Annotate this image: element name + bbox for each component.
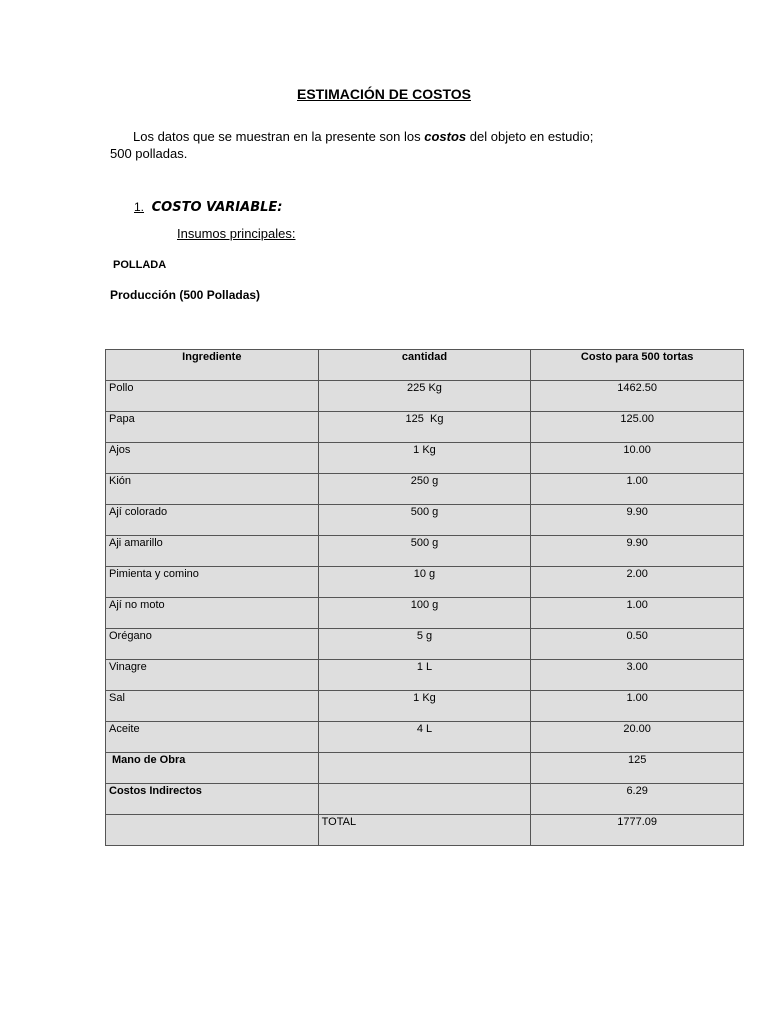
production-label: Producción (500 Polladas): [110, 288, 261, 302]
cell-indirect-cost: 6.29: [531, 784, 744, 815]
cell-total-empty: [106, 815, 319, 846]
cell-labor-cost: 125: [531, 753, 744, 784]
subsection-heading: Insumos principales:: [177, 226, 296, 241]
cell-ingredient: Ají colorado: [106, 505, 319, 536]
total-row: [106, 815, 744, 846]
cell-ingredient: Pollo: [106, 381, 319, 412]
cell-ingredient: Pimienta y comino: [106, 567, 319, 598]
section-heading: [134, 199, 282, 215]
table-row: [106, 505, 744, 536]
intro-line-2: 500 polladas.: [110, 146, 188, 161]
section-title: COSTO VARIABLE:: [151, 200, 283, 215]
header-ingredient: Ingrediente: [106, 350, 319, 381]
indirect-costs-row: [106, 784, 744, 815]
cell-cost: 0.50: [531, 629, 744, 660]
cost-table: [105, 349, 744, 846]
cell-indirect-quantity: [318, 784, 531, 815]
cell-ingredient: Orégano: [106, 629, 319, 660]
cell-ingredient: Sal: [106, 691, 319, 722]
intro-line-1: [110, 128, 670, 145]
intro-paragraph: [110, 128, 670, 162]
cell-quantity: 1 L: [318, 660, 531, 691]
cell-ingredient: Aceite: [106, 722, 319, 753]
document-title: ESTIMACIÓN DE COSTOS: [297, 86, 471, 102]
header-quantity: cantidad: [318, 350, 531, 381]
cell-quantity: 125 Kg: [318, 412, 531, 443]
intro-text-after: del objeto en estudio;: [466, 129, 594, 144]
table-row: [106, 691, 744, 722]
cell-quantity: 4 L: [318, 722, 531, 753]
cell-quantity: 250 g: [318, 474, 531, 505]
cell-total-cost: 1777.09: [531, 815, 744, 846]
cell-ingredient: Vinagre: [106, 660, 319, 691]
cell-cost: 1.00: [531, 691, 744, 722]
intro-text-before: Los datos que se muestran en la presente son los: [133, 129, 425, 144]
cell-quantity: 100 g: [318, 598, 531, 629]
cell-cost: 1462.50: [531, 381, 744, 412]
cell-cost: 3.00: [531, 660, 744, 691]
cell-quantity: 1 Kg: [318, 443, 531, 474]
cell-quantity: 10 g: [318, 567, 531, 598]
cell-quantity: 500 g: [318, 536, 531, 567]
cell-cost: 125.00: [531, 412, 744, 443]
cell-ingredient: Ajos: [106, 443, 319, 474]
table-header-row: [106, 350, 744, 381]
cell-total-label: TOTAL: [318, 815, 531, 846]
cell-cost: 1.00: [531, 598, 744, 629]
header-cost: Costo para 500 tortas: [531, 350, 744, 381]
table-row: [106, 629, 744, 660]
table-row: [106, 443, 744, 474]
cell-cost: 1.00: [531, 474, 744, 505]
cell-cost: 9.90: [531, 536, 744, 567]
cell-labor-quantity: [318, 753, 531, 784]
cell-ingredient: Kión: [106, 474, 319, 505]
table-row: [106, 598, 744, 629]
table-row: [106, 412, 744, 443]
cell-cost: 2.00: [531, 567, 744, 598]
cell-ingredient: Ají no moto: [106, 598, 319, 629]
table-row: [106, 722, 744, 753]
table-row: [106, 381, 744, 412]
cell-quantity: 500 g: [318, 505, 531, 536]
labor-row: [106, 753, 744, 784]
table-row: [106, 474, 744, 505]
cell-cost: 9.90: [531, 505, 744, 536]
cell-indirect-label: Costos Indirectos: [106, 784, 319, 815]
cell-ingredient: Aji amarillo: [106, 536, 319, 567]
cell-labor-label: Mano de Obra: [106, 753, 319, 784]
cell-quantity: 225 Kg: [318, 381, 531, 412]
section-number: 1.: [134, 200, 145, 214]
intro-emphasis: costos: [424, 129, 467, 144]
cell-cost: 10.00: [531, 443, 744, 474]
cell-quantity: 5 g: [318, 629, 531, 660]
product-label: POLLADA: [113, 259, 167, 271]
table-row: [106, 567, 744, 598]
cell-quantity: 1 Kg: [318, 691, 531, 722]
table-row: [106, 536, 744, 567]
table-row: [106, 660, 744, 691]
cell-cost: 20.00: [531, 722, 744, 753]
cell-ingredient: Papa: [106, 412, 319, 443]
